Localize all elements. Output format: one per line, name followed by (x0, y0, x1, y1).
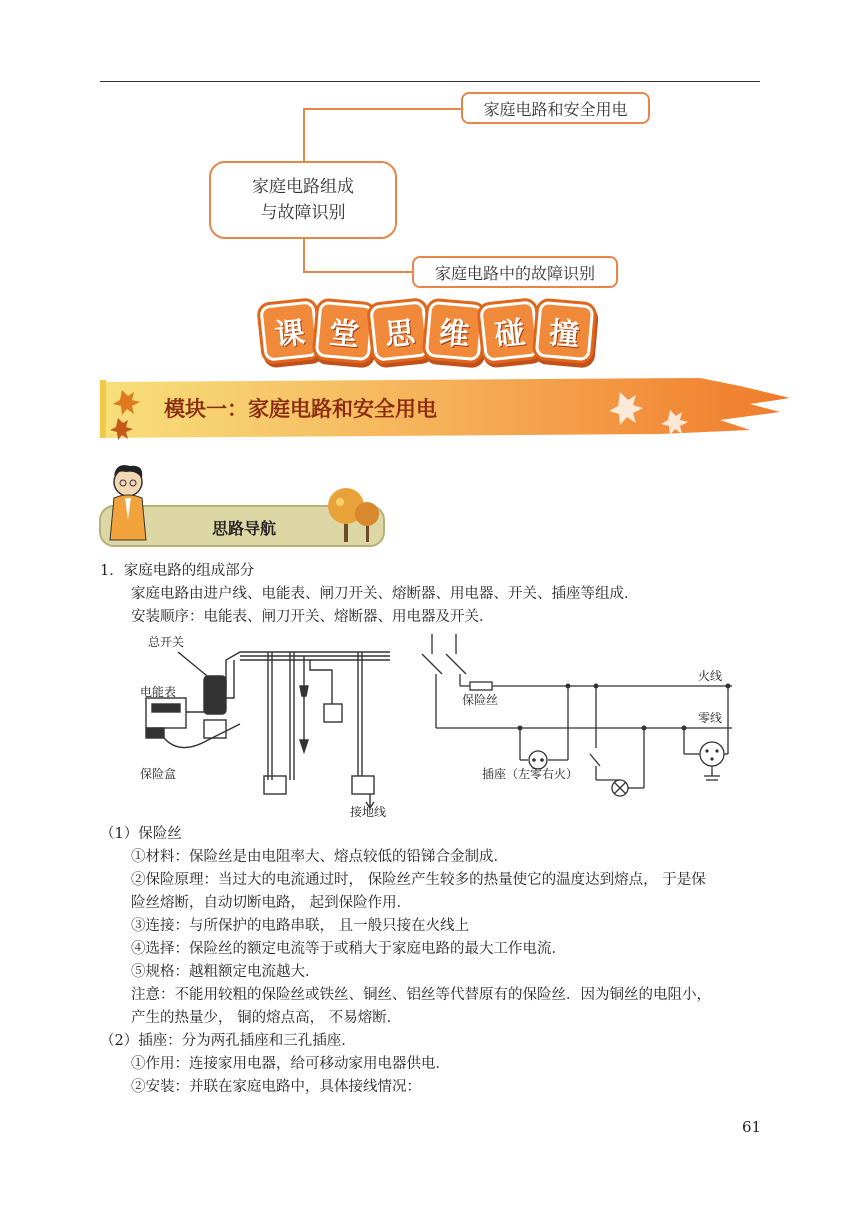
section-heading: 1．家庭电路的组成部分 (100, 563, 255, 579)
paragraph-line: ②安装：并联在家庭电路中，具体接线情况： (131, 1079, 421, 1095)
label-neutral-wire: 零线 (698, 711, 723, 725)
paragraph-line: ①作用：连接家用电器，给可移动家用电器供电． (131, 1056, 450, 1072)
label-main-switch: 总开关 (148, 635, 185, 649)
paragraph-line: 产生的热量少， 铜的熔点高， 不易熔断． (131, 1010, 402, 1026)
label-ground-wire: 接地线 (350, 805, 387, 819)
subsection-heading: （1）保险丝 (100, 826, 182, 842)
label-live-wire: 火线 (698, 669, 723, 683)
mindmap-center-node (209, 161, 397, 239)
mindmap-center-line1: 家庭电路组成 (252, 177, 354, 197)
banner-char: 碰 (479, 300, 540, 361)
paragraph-line: ①材料：保险丝是由电阻率大、熔点较低的铅锑合金制成． (131, 849, 508, 865)
classroom-banner (262, 303, 592, 361)
mindmap-center-line2: 与故障识别 (260, 203, 346, 223)
mindmap-bottom-node: 家庭电路中的故障识别 (412, 256, 618, 288)
paragraph-line: ⑤规格：越粗额定电流越大． (131, 964, 320, 980)
banner-char: 撞 (535, 301, 595, 362)
student-avatar-icon (110, 465, 146, 540)
label-fuse-box: 保险盒 (140, 767, 177, 781)
paragraph-line: 注意：不能用较粗的保险丝或铁丝、铜丝、铝丝等代替原有的保险丝．因为铜丝的电阻小， (131, 987, 711, 1003)
mindmap-connector (303, 108, 461, 110)
paragraph-line: ③连接：与所保护的电路串联， 且一般只接在火线上 (131, 918, 470, 934)
mindmap-connector (303, 108, 305, 161)
paragraph-line: ②保险原理：当过大的电流通过时， 保险丝产生较多的热量使它的温度达到熔点， 于是保 (131, 872, 706, 888)
banner-char: 课 (259, 300, 320, 361)
circuit-diagrams (100, 630, 760, 820)
page-number: 61 (742, 1118, 762, 1136)
household-wiring-illustration (146, 652, 390, 808)
banner-char: 堂 (315, 301, 375, 362)
paragraph-line: 险丝熔断，自动切断电路， 起到保险作用． (131, 895, 412, 911)
banner-char: 维 (425, 301, 485, 362)
label-socket: 插座（左零右火） (482, 767, 579, 781)
paragraph-line: ④选择：保险丝的额定电流等于或稍大于家庭电路的最大工作电流． (131, 941, 566, 957)
guide-title: 思路导航 (212, 519, 277, 538)
paragraph-line: 家庭电路由进户线、电能表、闸刀开关、熔断器、用电器、开关、插座等组成． (131, 586, 639, 602)
banner-char: 思 (369, 300, 430, 361)
label-meter: 电能表 (140, 685, 177, 699)
header-rule (100, 81, 760, 82)
mindmap-connector (303, 239, 305, 272)
label-fuse: 保险丝 (462, 693, 499, 707)
module-title: 模块一：家庭电路和安全用电 (164, 397, 437, 421)
paragraph-line: 安装顺序：电能表、闸刀开关、熔断器、用电器及开关． (131, 609, 494, 625)
mindmap-top-node: 家庭电路和安全用电 (461, 92, 650, 124)
mindmap-connector (303, 271, 412, 273)
subsection-heading: （2）插座：分为两孔插座和三孔插座． (100, 1033, 356, 1049)
